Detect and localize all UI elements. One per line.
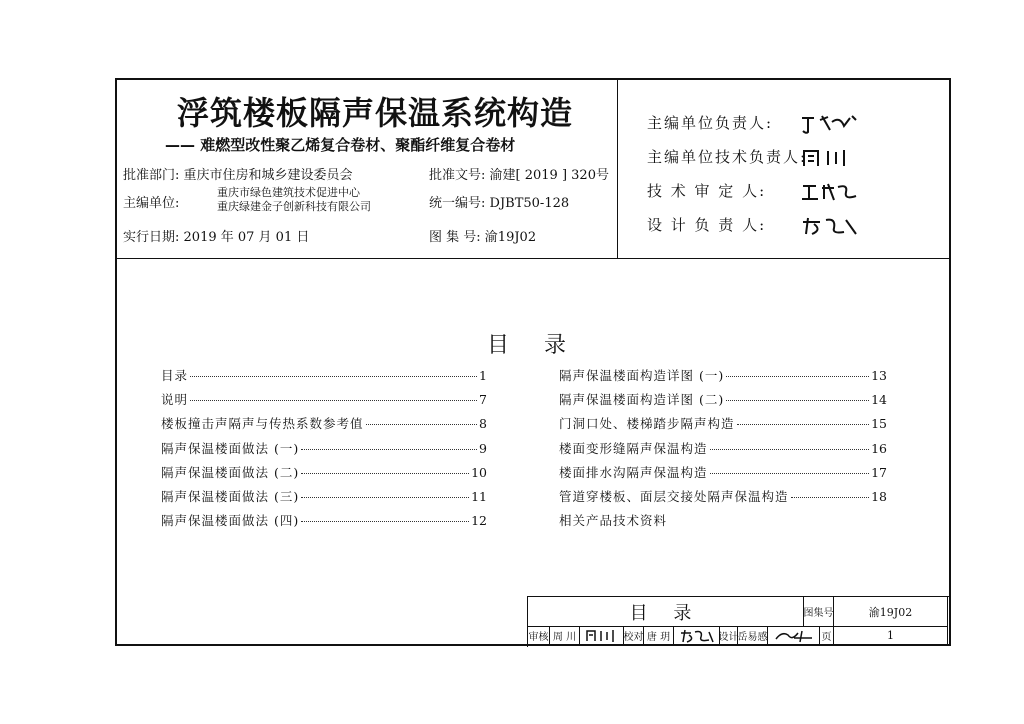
drawing-frame bbox=[115, 78, 951, 646]
atlas-number-cell: 渝19J02 bbox=[834, 597, 948, 627]
design-name: 岳易感 bbox=[738, 627, 768, 645]
check-signature-mark bbox=[679, 629, 715, 643]
check-signature bbox=[674, 627, 720, 645]
sheet-title: 目 录 bbox=[528, 597, 804, 627]
toc-entry[interactable]: 隔声保温楼面做法 (一) 9 bbox=[161, 440, 487, 456]
toc-entry[interactable]: 隔声保温楼面构造详图 (一) 13 bbox=[559, 368, 887, 383]
toc-heading: 目 录 bbox=[487, 333, 580, 358]
atlas-title: 浮筑楼板隔声保温系统构造 bbox=[177, 94, 574, 132]
chief-unit: 重庆市绿色建筑技术促进中心 重庆绿建金子创新科技有限公司 bbox=[217, 186, 371, 213]
signature-2 bbox=[800, 148, 860, 168]
toc-entry[interactable]: 楼面变形缝隔声保温构造 16 bbox=[559, 440, 887, 456]
review-signature bbox=[580, 627, 624, 645]
atlas-number: 图 集 号: 渝19J02 bbox=[429, 230, 537, 245]
toc-entry[interactable]: 目录 1 bbox=[161, 368, 487, 383]
signature-3 bbox=[800, 182, 860, 202]
toc-entry[interactable]: 说明 7 bbox=[161, 392, 487, 408]
toc-entry[interactable]: 相关产品技术资料 bbox=[559, 513, 668, 529]
toc-right-column bbox=[559, 366, 887, 535]
design-signature-mark bbox=[774, 629, 814, 643]
toc-entry[interactable]: 管道穿楼板、面层交接处隔声保温构造 18 bbox=[559, 488, 887, 504]
approval-doc: 批准文号: 渝建[ 2019 ] 320号 bbox=[429, 168, 609, 183]
toc-entry[interactable]: 隔声保温楼面做法 (四) 12 bbox=[161, 513, 487, 529]
title-block bbox=[527, 596, 950, 647]
responsible-design: 设 计 负 责 人: bbox=[647, 214, 860, 236]
design-signature bbox=[768, 627, 820, 645]
toc-entry[interactable]: 隔声保温楼面做法 (二) 10 bbox=[161, 464, 487, 480]
atlas-subtitle: —— 难燃型改性聚乙烯复合卷材、聚酯纤维复合卷材 bbox=[165, 136, 516, 154]
review-name: 周 川 bbox=[550, 627, 580, 645]
responsible-tech: 主编单位技术负责人: bbox=[647, 146, 860, 168]
approval-dept: 批准部门: 重庆市住房和城乡建设委员会 bbox=[123, 168, 353, 183]
atlas-label: 图集号 bbox=[804, 597, 834, 627]
toc-entry[interactable]: 隔声保温楼面构造详图 (二) 14 bbox=[559, 392, 887, 408]
chief-unit-label: 主编单位: bbox=[123, 196, 180, 211]
page-label: 页 bbox=[820, 627, 834, 645]
check-label: 校对 bbox=[624, 627, 644, 645]
review-label: 审核 bbox=[528, 627, 550, 645]
toc-entry[interactable]: 楼板撞击声隔声与传热系数参考值 8 bbox=[161, 416, 487, 432]
toc-entry[interactable]: 楼面排水沟隔声保温构造 17 bbox=[559, 464, 887, 480]
review-signature-mark bbox=[585, 629, 619, 643]
toc-entry[interactable]: 门洞口处、楼梯踏步隔声构造 15 bbox=[559, 416, 887, 432]
header-divider bbox=[617, 80, 618, 258]
responsible-chief-unit: 主编单位负责人: bbox=[647, 112, 860, 134]
toc-entry[interactable]: 隔声保温楼面做法 (三) 11 bbox=[161, 488, 487, 504]
unified-number: 统一编号: DJBT50-128 bbox=[429, 196, 570, 211]
cover-header bbox=[117, 80, 949, 259]
effective-date: 实行日期: 2019 年 07 月 01 日 bbox=[123, 230, 310, 245]
signature-4 bbox=[800, 216, 860, 236]
page-number: 1 bbox=[834, 627, 948, 645]
toc-left-column bbox=[161, 366, 487, 535]
check-name: 唐 玥 bbox=[644, 627, 674, 645]
design-label: 设计 bbox=[720, 627, 738, 645]
signature-1 bbox=[800, 114, 860, 134]
responsible-review: 技 术 审 定 人: bbox=[647, 180, 860, 202]
